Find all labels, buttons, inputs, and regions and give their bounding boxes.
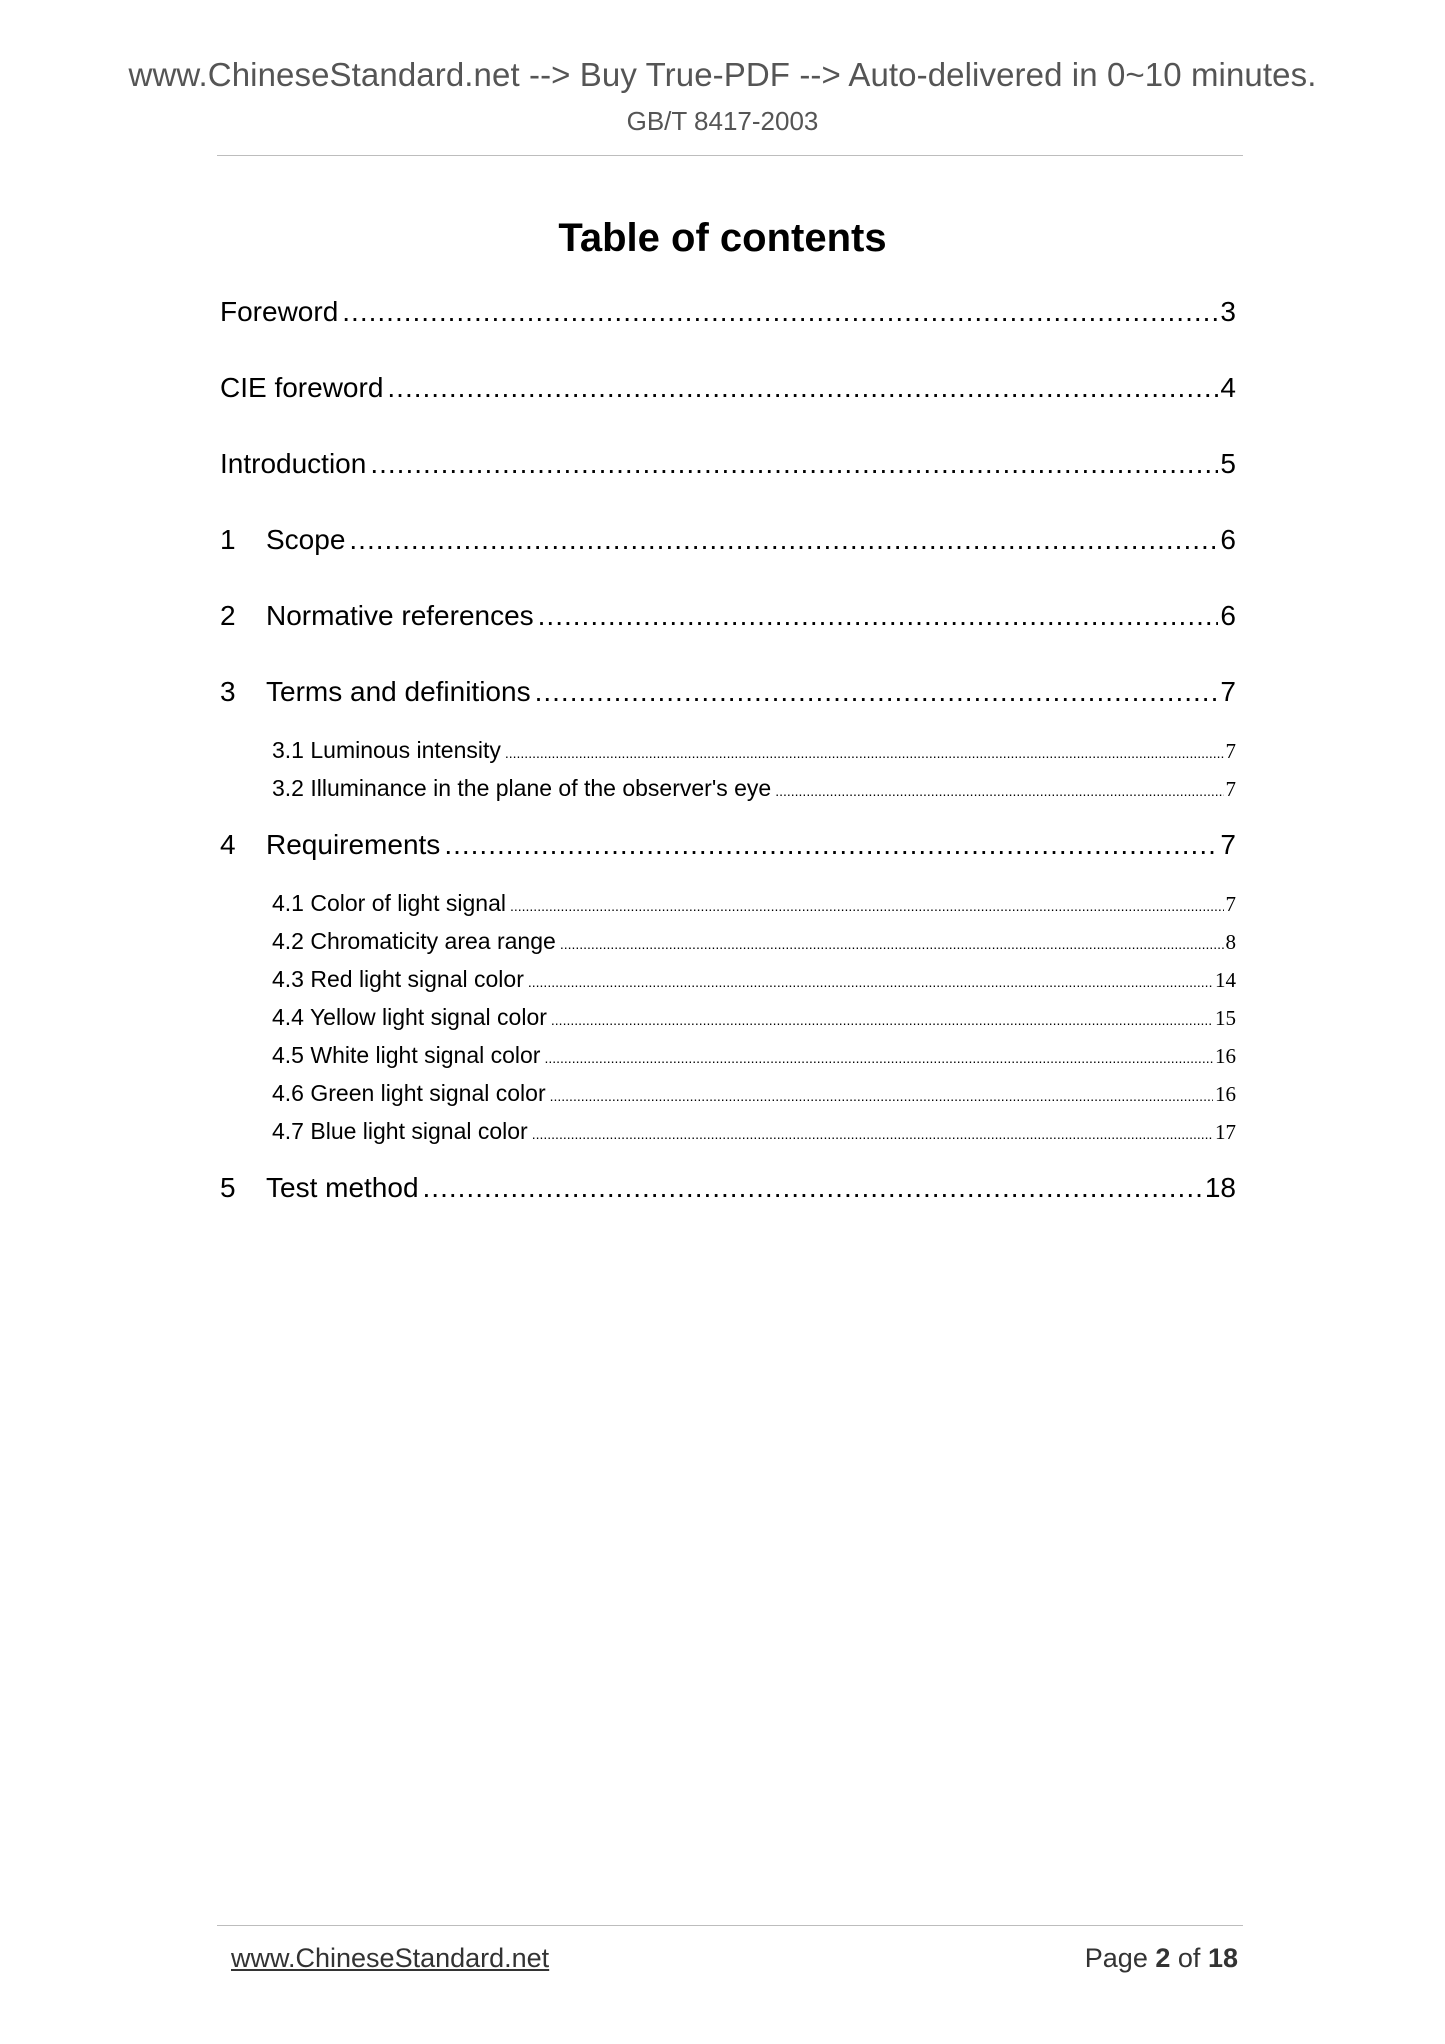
toc-entry-test-method[interactable]: [220, 1172, 1236, 1212]
toc-entry-terms-and-definitions[interactable]: [220, 676, 1236, 716]
dot-leader: [387, 372, 1218, 404]
dot-leader: [550, 1080, 1213, 1107]
dot-leader: [349, 524, 1218, 556]
toc-entry-page: 8: [1225, 930, 1236, 954]
toc-entry-label: 4.6 Green light signal color: [272, 1080, 546, 1106]
toc-entry-foreword[interactable]: [220, 296, 1236, 336]
toc-entry-scope[interactable]: [220, 524, 1236, 564]
toc-entry-label: 4.1 Color of light signal: [272, 890, 506, 916]
toc-entry-page: 7: [1220, 829, 1236, 860]
toc-subentry-4-2[interactable]: [220, 928, 1236, 960]
toc-title: Table of contents: [558, 216, 887, 260]
toc-subentry-3-1[interactable]: [220, 737, 1236, 769]
dot-leader: [505, 737, 1224, 764]
page-current: 2: [1155, 1943, 1171, 1973]
toc-entry-page: 16: [1215, 1044, 1236, 1068]
toc-subentry-4-5[interactable]: [220, 1042, 1236, 1074]
toc-entry-page: 17: [1215, 1120, 1236, 1144]
toc-entry-label: Foreword: [220, 296, 339, 327]
header-banner: www.ChineseStandard.net --> Buy True-PDF --> Auto-delivered in 0~10 minutes.: [128, 56, 1317, 93]
toc-entry-label: Terms and definitions: [266, 676, 531, 707]
page-of: of: [1177, 1943, 1201, 1973]
dot-leader: [535, 676, 1219, 708]
toc-subentry-4-3[interactable]: [220, 966, 1236, 998]
footer-divider: [217, 1925, 1243, 1926]
toc-entry-label: 4.5 White light signal color: [272, 1042, 541, 1068]
page-total: 18: [1207, 1943, 1238, 1973]
toc-entry-page: 6: [1220, 524, 1236, 555]
dot-leader: [775, 775, 1223, 802]
toc-entry-introduction[interactable]: [220, 448, 1236, 488]
dot-leader: [510, 890, 1224, 917]
toc-subentry-4-6[interactable]: [220, 1080, 1236, 1112]
toc-entry-number: 2: [220, 600, 236, 631]
toc-entry-page: 7: [1225, 777, 1236, 801]
dot-leader: [370, 448, 1218, 480]
standard-code: GB/T 8417-2003: [626, 106, 819, 136]
dot-leader: [444, 829, 1218, 861]
toc-entry-label: 4.7 Blue light signal color: [272, 1118, 528, 1144]
toc-entry-page: 5: [1220, 448, 1236, 479]
toc-entry-page: 7: [1220, 676, 1236, 707]
toc-entry-label: 3.1 Luminous intensity: [272, 737, 501, 763]
toc-subentry-3-2[interactable]: [220, 775, 1236, 807]
dot-leader: [538, 600, 1219, 632]
toc-entry-number: 3: [220, 676, 236, 707]
toc-entry-label: 4.3 Red light signal color: [272, 966, 524, 992]
dot-leader: [423, 1172, 1203, 1204]
footer-website-link[interactable]: www.ChineseStandard.net: [231, 1943, 550, 1973]
toc-entry-label: 4.4 Yellow light signal color: [272, 1004, 547, 1030]
toc-entry-number: 4: [220, 829, 236, 860]
page-indicator: [1085, 1943, 1238, 1974]
toc-entry-requirements[interactable]: [220, 829, 1236, 869]
toc-subentry-4-4[interactable]: [220, 1004, 1236, 1036]
page-prefix: Page: [1084, 1943, 1148, 1973]
toc-entry-page: 7: [1225, 892, 1236, 916]
toc-entry-page: 4: [1220, 372, 1236, 403]
toc-entry-label: Introduction: [220, 448, 367, 479]
dot-leader: [532, 1118, 1213, 1145]
toc-entry-label: Requirements: [266, 829, 441, 860]
toc-subentry-4-7[interactable]: [220, 1118, 1236, 1150]
toc-entry-label: Test method: [266, 1172, 419, 1203]
toc-entry-label: 4.2 Chromaticity area range: [272, 928, 556, 954]
dot-leader: [544, 1042, 1213, 1069]
toc-entry-label: 3.2 Illuminance in the plane of the observer's eye: [272, 775, 772, 801]
toc-entry-page: 15: [1215, 1006, 1236, 1030]
toc-entry-page: 18: [1204, 1172, 1236, 1203]
toc-entry-page: 14: [1215, 968, 1236, 992]
toc-entry-page: 6: [1220, 600, 1236, 631]
toc-entry-label: Scope: [266, 524, 346, 555]
toc-entry-label: Normative references: [266, 600, 534, 631]
dot-leader: [560, 928, 1224, 955]
toc-entry-cie-foreword[interactable]: [220, 372, 1236, 412]
toc-entry-number: 1: [220, 524, 236, 555]
dot-leader: [528, 966, 1213, 993]
toc-entry-number: 5: [220, 1172, 236, 1203]
toc-entry-normative-references[interactable]: [220, 600, 1236, 640]
toc-subentry-4-1[interactable]: [220, 890, 1236, 922]
toc-entry-page: 3: [1220, 296, 1236, 327]
toc-entry-label: CIE foreword: [220, 372, 384, 403]
dot-leader: [551, 1004, 1213, 1031]
toc-entry-page: 7: [1225, 739, 1236, 763]
header-divider: [217, 155, 1243, 156]
toc-entry-page: 16: [1215, 1082, 1236, 1106]
dot-leader: [342, 296, 1218, 328]
